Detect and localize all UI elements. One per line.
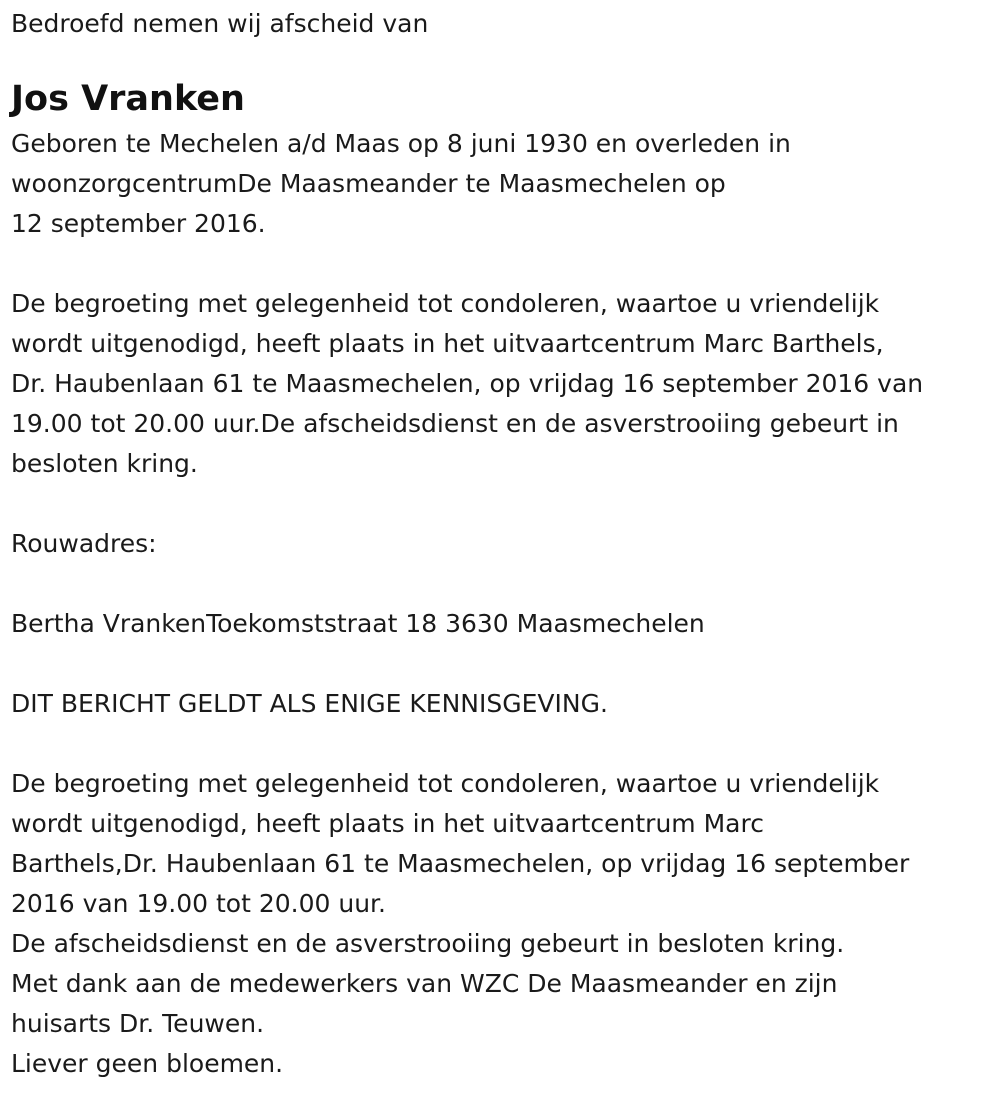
paragraph-line: Liever geen bloemen. <box>11 1049 284 1078</box>
paragraph-line: De begroeting met gelegenheid tot condoleren, waartoe u vriendelijk <box>11 769 880 798</box>
rouwadres-value: Bertha VrankenToekomststraat 18 3630 Maasmechelen <box>11 609 705 638</box>
paragraph-line: Dr. Haubenlaan 61 te Maasmechelen, op vrijdag 16 september 2016 van <box>11 369 924 398</box>
paragraph-line: wordt uitgenodigd, heeft plaats in het uitvaartcentrum Marc <box>11 809 764 838</box>
notice-text: DIT BERICHT GELDT ALS ENIGE KENNISGEVING. <box>11 689 608 718</box>
paragraph-line: 19.00 tot 20.00 uur.De afscheidsdienst en de asverstrooiing gebeurt in <box>11 409 899 438</box>
spacer <box>11 484 986 524</box>
spacer <box>11 644 986 684</box>
condolence-paragraph-2 <box>11 764 986 924</box>
condolence-paragraph-1 <box>11 284 986 484</box>
intro-text: Bedroefd nemen wij afscheid van <box>11 9 429 38</box>
paragraph-line: De afscheidsdienst en de asverstrooiing gebeurt in besloten kring. <box>11 929 845 958</box>
paragraph-line: De begroeting met gelegenheid tot condoleren, waartoe u vriendelijk <box>11 289 880 318</box>
spacer <box>11 724 986 764</box>
paragraph-line: 2016 van 19.00 tot 20.00 uur. <box>11 889 386 918</box>
paragraph-line: Geboren te Mechelen a/d Maas op 8 juni 1930 en overleden in <box>11 129 791 158</box>
obituary-notice <box>11 4 986 1084</box>
closing-paragraph <box>11 924 986 1084</box>
paragraph-line: huisarts Dr. Teuwen. <box>11 1009 265 1038</box>
deceased-name: Jos Vranken <box>11 79 245 119</box>
paragraph-line: wordt uitgenodigd, heeft plaats in het uitvaartcentrum Marc Barthels, <box>11 329 884 358</box>
spacer <box>11 244 986 284</box>
paragraph-line: besloten kring. <box>11 449 198 478</box>
paragraph-line: Barthels,Dr. Haubenlaan 61 te Maasmechelen, op vrijdag 16 september <box>11 849 910 878</box>
paragraph-line: Met dank aan de medewerkers van WZC De Maasmeander en zijn <box>11 969 838 998</box>
rouwadres-label: Rouwadres: <box>11 529 157 558</box>
spacer <box>11 564 986 604</box>
birth-death-paragraph <box>11 124 986 244</box>
paragraph-line: woonzorgcentrumDe Maasmeander te Maasmechelen op <box>11 169 726 198</box>
paragraph-line: 12 september 2016. <box>11 209 266 238</box>
